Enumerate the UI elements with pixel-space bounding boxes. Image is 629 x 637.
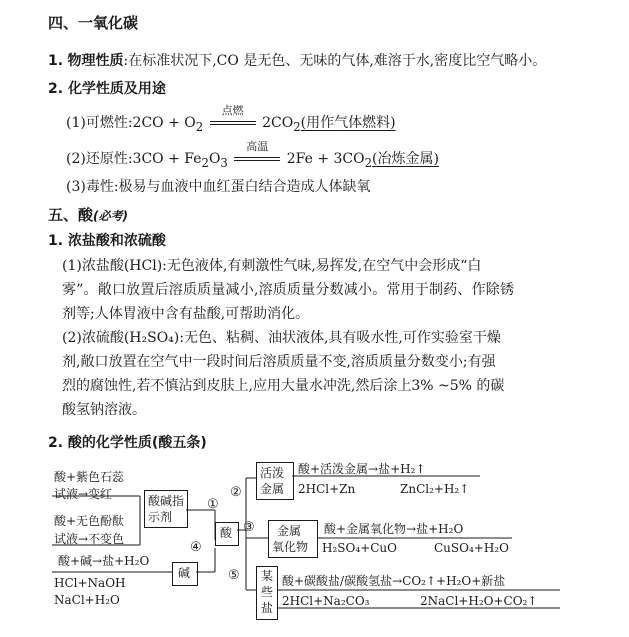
metal-oxide-box-line-2: 氧化物 [272, 540, 309, 554]
litmus-line-1: 酸+紫色石蕊 [54, 470, 125, 484]
section-title: 五、酸 [48, 206, 94, 224]
h2so4-line-2: 剂,敞口放置在空气中一段时间后溶质质量不变,溶质质量分数变小;有强 [62, 354, 496, 370]
active-metal-box [256, 462, 294, 500]
some-salts-box-line-3: 盐 [261, 601, 274, 615]
metal-line-1: 酸+活泼金属→盐+H₂↑ [298, 462, 426, 476]
base-box [172, 562, 198, 586]
subscript: 2 [364, 155, 373, 170]
h2so4-line-4: 酸氢钠溶液。 [62, 402, 146, 418]
salt-line-1: 酸+碳酸盐/碳酸氢盐→CO₂↑+H₂O+新盐 [282, 574, 506, 588]
oxide-line-2: H₂SO₄+CuO [322, 541, 397, 555]
condition-label: 点燃 [221, 104, 244, 117]
equation-product: 2CO [262, 115, 294, 131]
equation-element: O [208, 151, 221, 167]
subscript: 3 [220, 155, 228, 170]
indicator-box-line-2: 示剂 [148, 510, 173, 524]
indicator-box-line-1: 酸碱指 [148, 494, 185, 508]
chemical-property-label: 化学性质及用途 [67, 81, 166, 97]
acid-center-box [215, 522, 239, 546]
oxide-line-3: CuSO₄+H₂O [434, 541, 509, 555]
marker-5: ⑤ [228, 568, 240, 583]
usage-note: (冶炼金属) [372, 151, 439, 167]
salt-line-2: 2HCl+Na₂CO₃ [282, 594, 370, 608]
marker-3: ③ [243, 520, 255, 535]
physical-property-label: 物理性质 [67, 53, 124, 69]
some-salts-box-line-1: 某 [261, 569, 274, 583]
section-4-heading: 四、一氧化碳 [48, 14, 139, 32]
required-note: (必考) [93, 209, 128, 223]
item-number: 1. [48, 53, 64, 69]
subscript: 2 [293, 119, 301, 134]
marker-4: ④ [190, 540, 202, 555]
some-salts-box [256, 566, 278, 620]
salt-line-3: 2NaCl+H₂O+CO₂↑ [420, 594, 538, 608]
equation-product: 2Fe + 3CO [286, 151, 365, 167]
indicator-box [144, 490, 188, 528]
condition-label: 高温 [246, 140, 269, 153]
equation-reactants: (1)可燃性:2CO + O [66, 115, 196, 131]
equation-reactants: (2)还原性:3CO + Fe [66, 151, 202, 167]
metal-oxide-box-line-1: 金属 [277, 524, 302, 538]
toxicity-line: (3)毒性:极易与血液中血红蛋白结合造成人体缺氧 [66, 179, 371, 195]
subscript: 2 [201, 155, 209, 170]
h2so4-line-3: 烈的腐蚀性,若不慎沾到皮肤上,应用大量水冲洗,然后涂上3% ~5% 的碳 [62, 378, 505, 394]
base-line-2: HCl+NaOH [54, 576, 126, 590]
metal-line-3: ZnCl₂+H₂↑ [400, 482, 470, 496]
base-line-3: NaCl+H₂O [54, 593, 120, 607]
hcl-line-2: 雾”。敞口放置后溶质质量减小,溶质质量分数减小。常用于制药、作除锈 [62, 282, 515, 298]
active-metal-box-line-2: 金属 [260, 482, 285, 496]
phenolphthalein-line-1: 酸+无色酚酞 [54, 514, 125, 528]
conc-acids-heading: 1. 浓盐酸和浓硫酸 [48, 233, 166, 249]
marker-2: ② [230, 485, 242, 500]
active-metal-box-line-1: 活泼 [260, 466, 285, 480]
litmus-line-2: 试液→变红 [54, 487, 113, 501]
metal-line-2: 2HCl+Zn [298, 482, 356, 496]
h2so4-line-1: (2)浓硫酸(H₂SO₄):无色、粘稠、油状液体,具有吸水性,可作实验室干燥 [62, 330, 501, 346]
subscript: 2 [195, 119, 204, 134]
metal-oxide-box [268, 520, 318, 558]
marker-1: ① [207, 497, 219, 512]
physical-property-text: :在标准状况下,CO 是无色、无味的气体,难溶于水,密度比空气略小。 [123, 53, 547, 69]
item-number: 2. [48, 81, 64, 97]
acid-center-label: 酸 [220, 526, 233, 540]
some-salts-box-line-2: 些 [261, 585, 274, 599]
phenolphthalein-line-2: 试液→不变色 [54, 532, 125, 546]
usage-note: (用作气体燃料) [300, 115, 396, 131]
base-box-label: 碱 [178, 566, 191, 580]
hcl-line-3: 剂等;人体胃液中含有盐酸,可帮助消化。 [62, 306, 310, 322]
acid-properties-heading: 2. 酸的化学性质(酸五条) [48, 435, 207, 451]
hcl-line-1: (1)浓盐酸(HCl):无色液体,有刺激性气味,易挥发,在空气中会形成“白 [62, 258, 482, 274]
base-line-1: 酸+碱→盐+H₂O [58, 554, 150, 568]
oxide-line-1: 酸+金属氧化物→盐+H₂O [324, 522, 464, 536]
